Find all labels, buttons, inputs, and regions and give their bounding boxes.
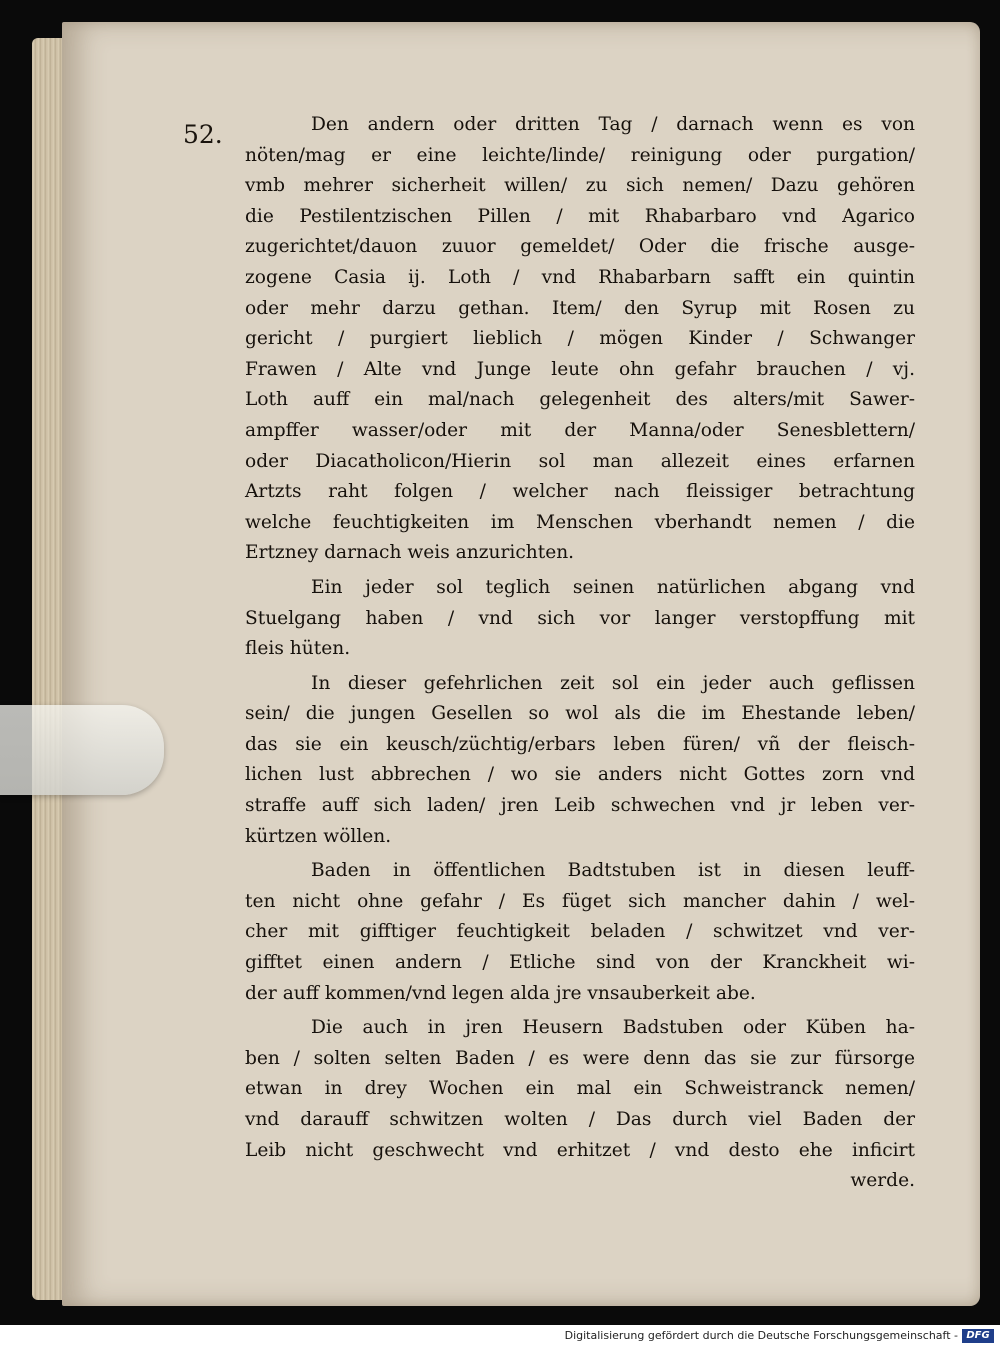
text-line: kürtzen wöllen. <box>245 825 392 847</box>
text-line: die Pestilentzischen Pillen / mit Rhabarbaro vnd Agarico <box>245 205 915 227</box>
text-line: Leib nicht geschwecht vnd erhitzet / vnd desto ehe inficirt <box>245 1139 915 1161</box>
funding-credit: Digitalisierung gefördert durch die Deutsche Forschungsgemeinschaft - <box>564 1329 958 1342</box>
text-line: etwan in drey Wochen ein mal ein Schweistranck nemen/ <box>245 1078 915 1100</box>
text-line: der auff kommen/vnd legen alda jre vnsauberkeit abe. <box>245 982 756 1004</box>
body-text <box>245 110 915 1197</box>
text-line: werde. <box>850 1170 915 1192</box>
text-line: Ertzney darnach weis anzurichten. <box>245 542 575 564</box>
text-line: Die auch in jren Heusern Badstuben oder Küben ha- <box>311 1017 915 1039</box>
dfg-logo: DFG <box>962 1329 994 1343</box>
text-line: Artzts raht folgen / welcher nach fleissiger betrachtung <box>245 481 915 503</box>
text-line: Ein jeder sol teglich seinen natürlichen abgang vnd <box>311 576 915 598</box>
text-line: oder mehr darzu gethan. Item/ den Syrup mit Rosen zu <box>245 297 915 319</box>
text-line: vmb mehrer sicherheit willen/ zu sich nemen/ Dazu gehören <box>245 175 915 197</box>
text-line: Loth auff ein mal/nach gelegenheit des alters/mit Sawer- <box>245 389 915 411</box>
text-line: cher mit gifftiger feuchtigkeit beladen / schwitzet vnd ver- <box>245 921 915 943</box>
text-line: In dieser gefehrlichen zeit sol ein jeder auch geflissen <box>311 672 915 694</box>
text-line: nöten/mag er eine leichte/linde/ reinigung oder purgation/ <box>245 144 915 166</box>
book-clip <box>0 705 164 795</box>
footer-bar <box>0 1325 1000 1348</box>
text-line: ben / solten selten Baden / es were denn das sie zur fürsorge <box>245 1047 915 1069</box>
text-line: ampffer wasser/oder mit der Manna/oder Senesblettern/ <box>245 419 915 441</box>
text-line: oder Diacatholicon/Hierin sol man allezeit eines erfarnen <box>245 450 915 472</box>
text-line: Frawen / Alte vnd Junge leute ohn gefahr brauchen / vj. <box>245 358 915 380</box>
text-line: zugerichtet/dauon zuuor gemeldet/ Oder die frische ausge- <box>245 236 915 258</box>
text-line: zogene Casia ij. Loth / vnd Rhabarbarn safft ein quintin <box>245 266 915 288</box>
page-number: 52. <box>183 120 223 149</box>
text-line: Den andern oder dritten Tag / darnach wenn es von <box>311 114 915 135</box>
text-line: gifftet einen andern / Etliche sind von der Kranckheit wi- <box>245 952 915 974</box>
text-line: Baden in öffentlichen Badtstuben ist in diesen leuff- <box>311 860 915 882</box>
text-line: fleis hüten. <box>245 638 351 660</box>
text-line: das sie ein keusch/züchtig/erbars leben füren/ vñ der fleisch- <box>245 733 915 755</box>
text-line: ten nicht ohne gefahr / Es füget sich mancher dahin / wel- <box>245 890 915 912</box>
text-line: welche feuchtigkeiten im Menschen vberhandt nemen / die <box>245 511 915 533</box>
text-line: vnd darauff schwitzen wolten / Das durch viel Baden der <box>245 1109 915 1130</box>
text-line: Stuelgang haben / vnd sich vor langer verstopffung mit <box>245 607 915 629</box>
text-line: lichen lust abbrechen / wo sie anders nicht Gottes zorn vnd <box>245 764 915 786</box>
text-line: gericht / purgiert lieblich / mögen Kinder / Schwanger <box>245 328 915 350</box>
text-line: sein/ die jungen Gesellen so wol als die im Ehestande leben/ <box>245 703 915 725</box>
text-line: straffe auff sich laden/ jren Leib schwechen vnd jr leben ver- <box>245 795 915 817</box>
